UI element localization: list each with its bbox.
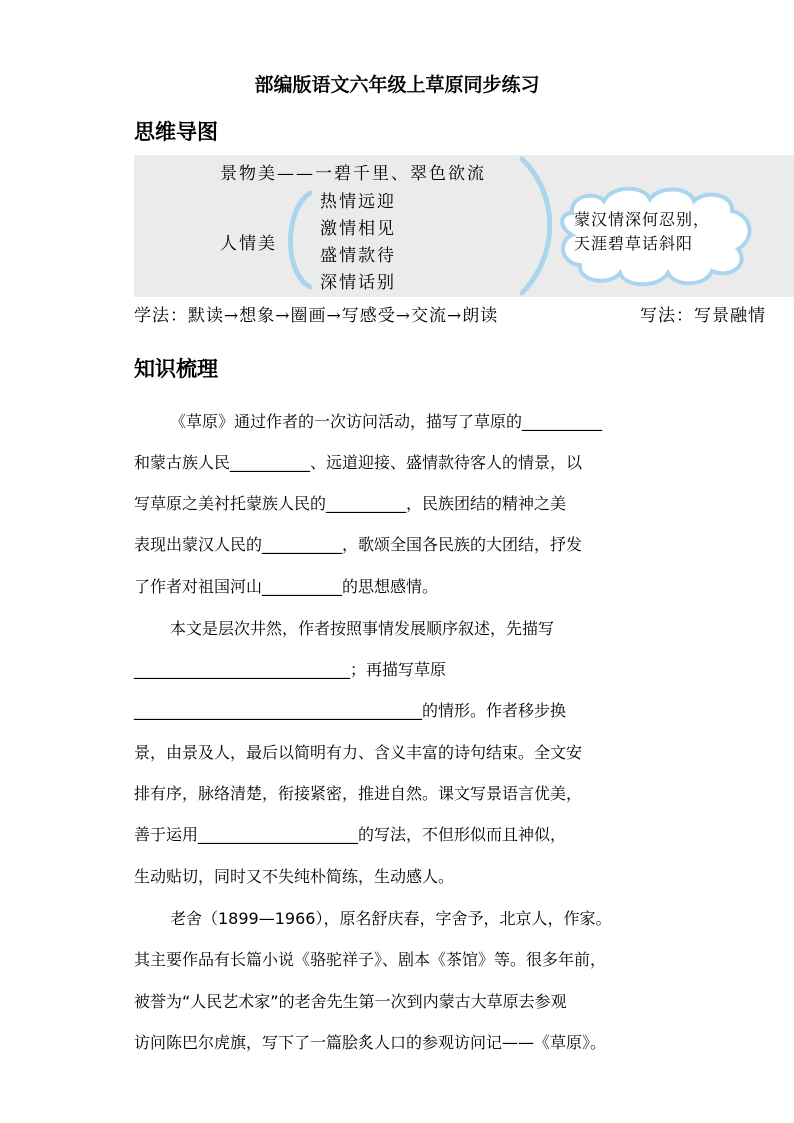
paragraph-line: 表现出蒙汉人民的__________，歌颂全国各民族的大团结，抒发 [134,535,583,554]
writing-method: 写法：写景融情 [640,306,766,326]
people-item: 深情话别 [320,273,396,293]
paragraph-line: 被誉为“人民艺术家”的老舍先生第一次到内蒙古大草原去参观 [134,992,567,1011]
small-bracket [291,193,311,287]
scenery-line: 景物美——一碧千里、翠色欲流 [220,164,486,184]
paragraph-line: 和蒙古族人民__________、远道迎接、盛情款待客人的情景，以 [134,453,583,472]
people-item: 激情相见 [320,219,396,239]
paragraph-line: 善于运用____________________的写法，不但形似而且神似， [134,825,567,844]
mindmap [134,155,794,297]
study-method: 学法：默读→想象→圈画→写感受→交流→朗读 [134,306,499,326]
paragraph-line: 排有序，脉络清楚，衔接紧密，推进自然。课文写景语言优美， [134,784,583,803]
paragraph-line: 本文是层次井然，作者按照事情发展顺序叙述，先描写 [170,619,555,638]
paragraph-line: 老舍（1899—1966），原名舒庆春，字舍予，北京人，作家。 [170,909,612,928]
page-title: 部编版语文六年级上草原同步练习 [254,74,540,96]
paragraph-line: 访问陈巴尔虎旗，写下了一篇脍炙人口的参观访问记——《草原》。 [134,1033,607,1052]
paragraph-line: ____________________________________的情形。作者移步换 [134,701,567,720]
paragraph-line: 了作者对祖国河山__________的思想感情。 [134,577,439,596]
paragraph-line: 其主要作品有长篇小说《骆驼祥子》、剧本《茶馆》等。很多年前， [134,950,607,969]
people-item: 盛情款待 [320,246,396,266]
paragraph-line: 生动贴切，同时又不失纯朴简练，生动感人。 [134,867,455,886]
paragraph-line: ___________________________；再描写草原 [134,660,447,679]
big-bracket [522,159,550,293]
paragraph-line: 写草原之美衬托蒙族人民的__________，民族团结的精神之美 [134,494,567,513]
cloud-line: 蒙汉情深何忍别， [574,210,711,229]
knowledge-heading: 知识梳理 [134,357,218,381]
paragraph-line: 景，由景及人，最后以简明有力、含义丰富的诗句结束。全文安 [134,743,583,762]
people-label: 人情美 [220,234,277,254]
cloud-line: 天涯碧草话斜阳 [574,234,694,253]
people-item: 热情远迎 [320,192,396,212]
paragraph-line: 《草原》通过作者的一次访问活动，描写了草原的__________ [170,412,603,431]
mindmap-heading: 思维导图 [134,120,218,144]
